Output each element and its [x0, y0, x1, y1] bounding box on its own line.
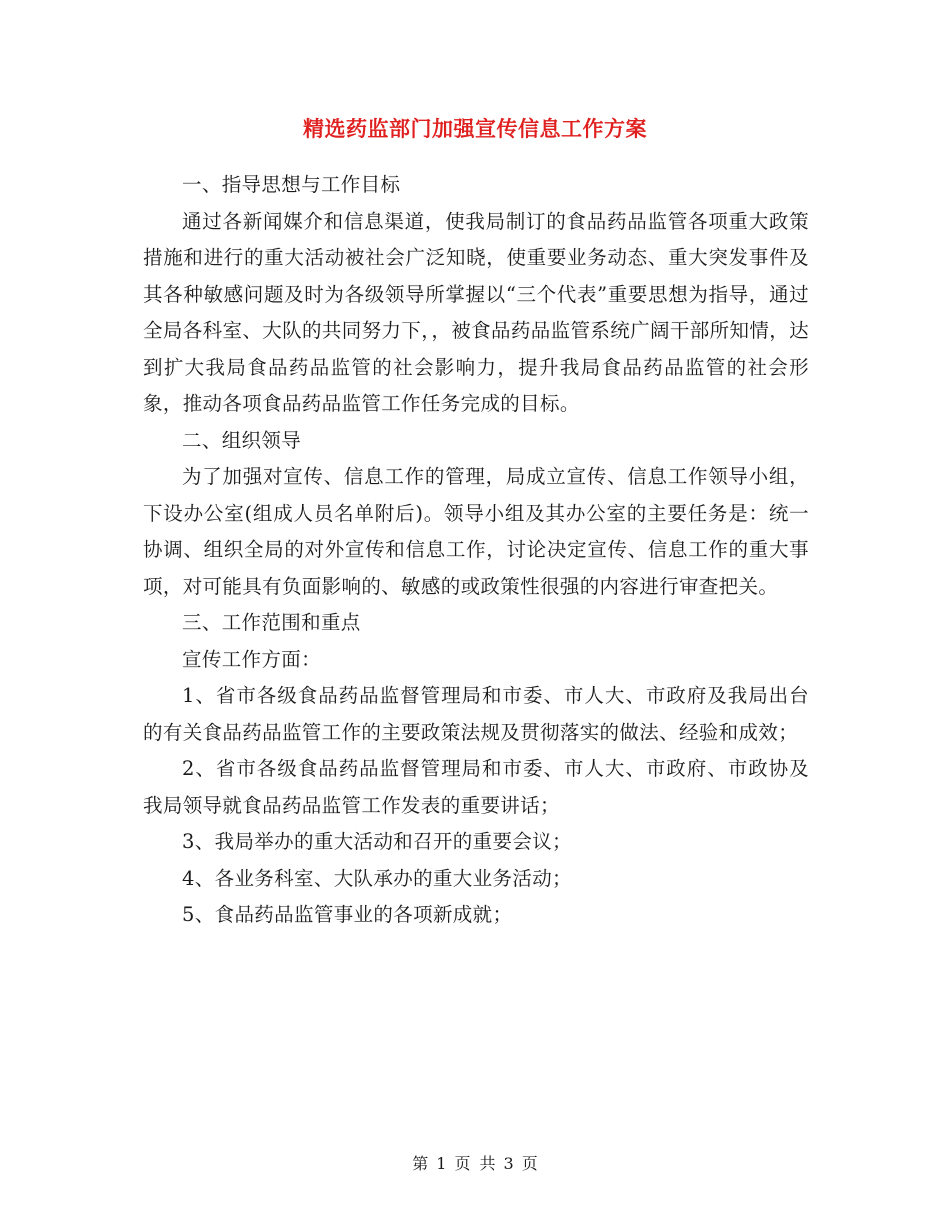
section-heading-2: 二、组织领导 — [182, 428, 302, 452]
document-title: 精选药监部门加强宣传信息工作方案 — [303, 117, 647, 141]
section-heading-1: 一、指导思想与工作目标 — [182, 173, 401, 196]
page-footer — [0, 1154, 950, 1174]
section-heading-3: 三、工作范围和重点 — [182, 611, 361, 634]
sub-heading: 宣传工作方面： — [182, 647, 321, 671]
paragraph: 为了加强对宣传、信息工作的管理，局成立宣传、信息工作领导小组，下设办公室(组成人员名单附后)。领导小组及其办公室的主要任务是：统一协调、组织全局的对外宣传和信息工作，讨论决定宣传、信息工作的重大事项，对可能具有负面影响的、敏感的或政策性很强的内容进行审查把关。 — [143, 465, 809, 598]
page-total: 3 — [503, 1154, 514, 1173]
page-label-mid: 页 共 — [454, 1154, 496, 1173]
list-item: 5、食品药品监管事业的各项新成就； — [182, 903, 513, 926]
page-label-prefix: 第 — [412, 1154, 429, 1173]
list-item: 2、省市各级食品药品监督管理局和市委、市人大、市政府、市政协及我局领导就食品药品监管工作发表的重要讲话； — [143, 757, 809, 817]
paragraph: 通过各新闻媒介和信息渠道，使我局制订的食品药品监管各项重大政策措施和进行的重大活动被社会广泛知晓，使重要业务动态、重大突发事件及其各种敏感问题及时为各级领导所掌握以“三个代表”重要思想为指导，通过全局各科室、大队的共同努力下，，被食品药品监管系统广阔干部所知情，达到扩大我局食品药品监管的社会影响力，提升我局食品药品监管的社会形象，推动各项食品药品监管工作任务完成的目标。 — [143, 209, 809, 415]
document-body — [143, 167, 809, 934]
page-number: 1 — [436, 1154, 447, 1173]
list-item: 4、各业务科室、大队承办的重大业务活动； — [182, 866, 572, 890]
list-item: 1、省市各级食品药品监督管理局和市委、市人大、市政府及我局出台的有关食品药品监管工作的主要政策法规及贯彻落实的做法、经验和成效； — [143, 684, 809, 744]
page-label-suffix: 页 — [521, 1154, 538, 1173]
list-item: 3、我局举办的重大活动和召开的重要会议； — [182, 830, 572, 853]
